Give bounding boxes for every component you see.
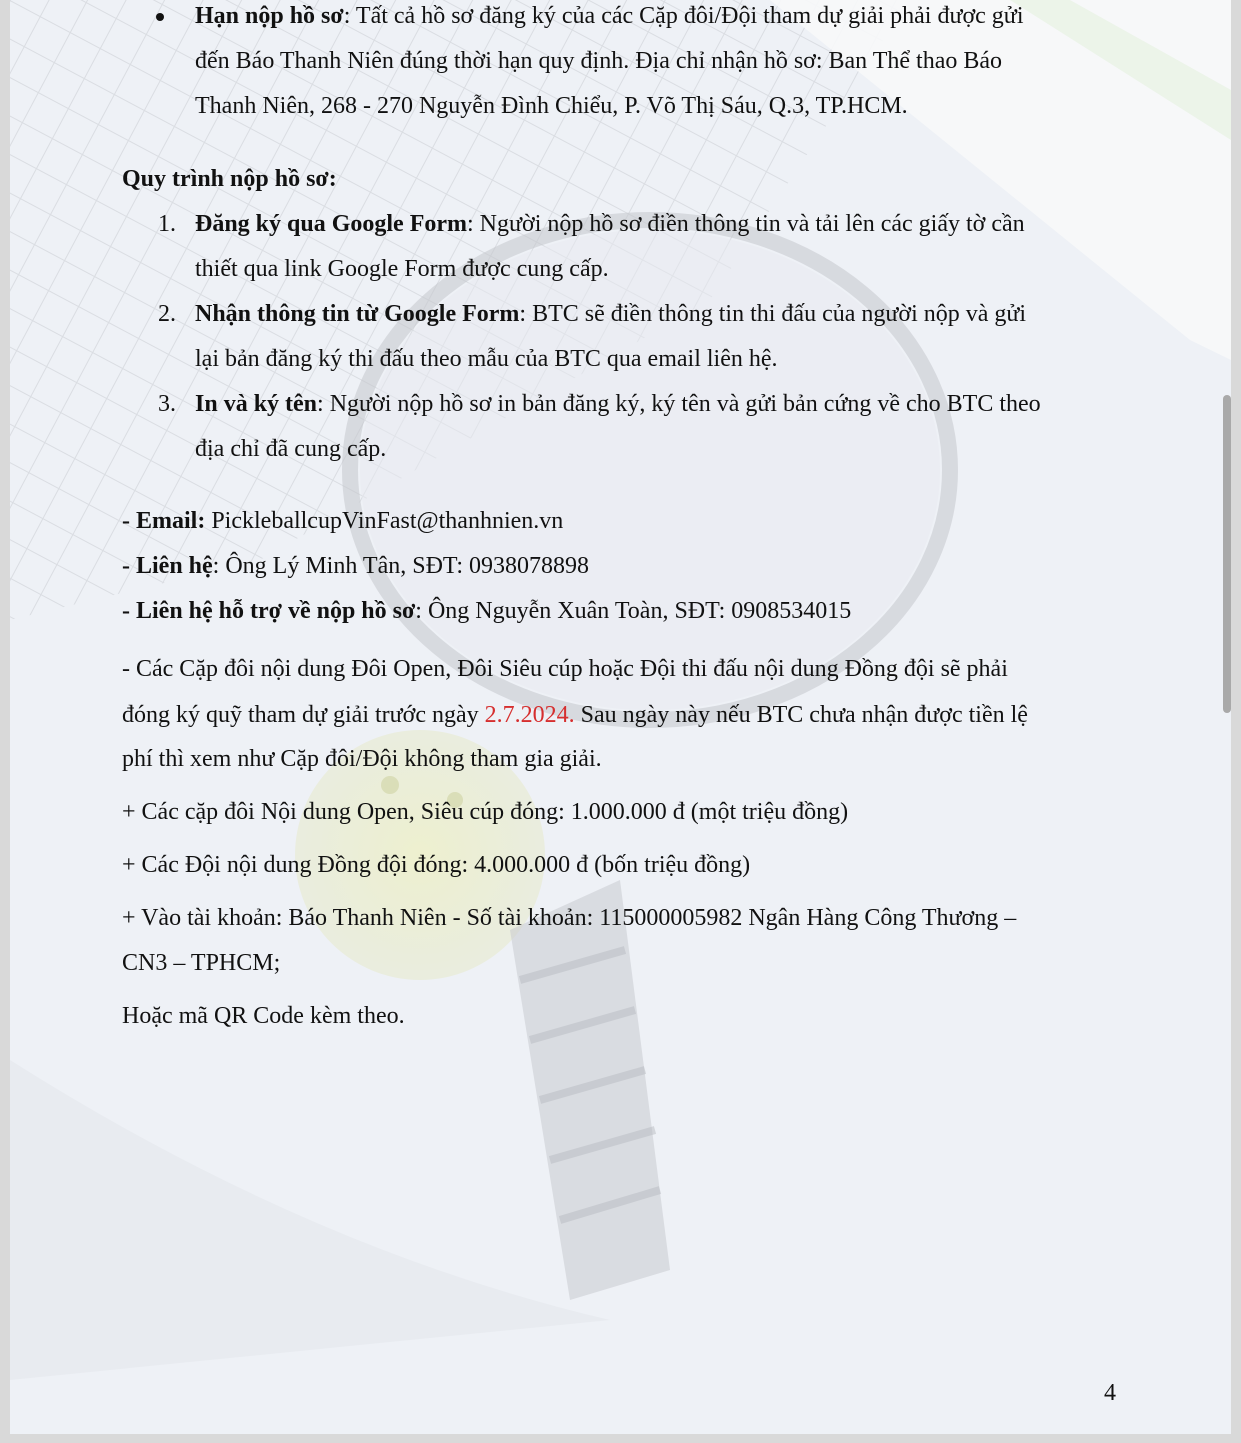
deadline-label: Hạn nộp hồ sơ xyxy=(195,3,344,29)
fee-paragraph-line-3: phí thì xem như Cặp đôi/Đội không tham gia giải. xyxy=(122,746,602,772)
bank-account-line-1: + Vào tài khoản: Báo Thanh Niên - Số tài khoản: 115000005982 Ngân Hàng Công Thương – xyxy=(122,905,1017,931)
step-number-3: 3. xyxy=(158,391,176,417)
bullet-point xyxy=(156,13,164,21)
deadline-line-3: Thanh Niên, 268 - 270 Nguyễn Đình Chiểu, P. Võ Thị Sáu, Q.3, TP.HCM. xyxy=(195,93,908,119)
step-2-label: Nhận thông tin từ Google Form xyxy=(195,301,520,327)
deadline-line-1: Hạn nộp hồ sơ: Tất cả hồ sơ đăng ký của các Cặp đôi/Đội tham dự giải phải được gửi xyxy=(195,3,1024,29)
step-3-line-2: địa chỉ đã cung cấp. xyxy=(195,436,387,462)
contact-label: - Liên hệ xyxy=(122,553,213,579)
document-page xyxy=(10,0,1231,1434)
support-contact-label: - Liên hệ hỗ trợ về nộp hồ sơ xyxy=(122,598,416,624)
document-content xyxy=(10,0,1231,1434)
scrollbar-thumb[interactable] xyxy=(1223,395,1231,713)
support-contact-line: - Liên hệ hỗ trợ về nộp hồ sơ: Ông Nguyễn Xuân Toàn, SĐT: 0908534015 xyxy=(122,598,852,624)
open-fee-line: + Các cặp đôi Nội dung Open, Siêu cúp đóng: 1.000.000 đ (một triệu đồng) xyxy=(122,799,849,825)
bank-account-line-2: CN3 – TPHCM; xyxy=(122,950,281,976)
step-2-line-1: Nhận thông tin từ Google Form: BTC sẽ điền thông tin thi đấu của người nộp và gửi xyxy=(195,301,1027,327)
team-fee-line: + Các Đội nội dung Đồng đội đóng: 4.000.000 đ (bốn triệu đồng) xyxy=(122,852,751,878)
deposit-deadline-date: 2.7.2024. xyxy=(484,702,575,728)
fee-paragraph-line-2: đóng ký quỹ tham dự giải trước ngày 2.7.2024. Sau ngày này nếu BTC chưa nhận được tiền lệ xyxy=(122,702,1028,728)
contact-line: - Liên hệ: Ông Lý Minh Tân, SĐT: 0938078898 xyxy=(122,553,590,579)
email-label: - Email: xyxy=(122,508,206,534)
step-1-line-1: Đăng ký qua Google Form: Người nộp hồ sơ điền thông tin và tải lên các giấy tờ cần xyxy=(195,211,1025,237)
step-number-2: 2. xyxy=(158,301,176,327)
step-number-1: 1. xyxy=(158,211,176,237)
qr-code-note: Hoặc mã QR Code kèm theo. xyxy=(122,1003,405,1029)
email-address[interactable]: PickleballcupVinFast@thanhnien.vn xyxy=(205,508,564,534)
fee-paragraph-line-1: - Các Cặp đôi nội dung Đôi Open, Đôi Siêu cúp hoặc Đội thi đấu nội dung Đồng đội sẽ phải xyxy=(122,656,1008,682)
page-number: 4 xyxy=(1104,1380,1116,1406)
step-3-line-1: In và ký tên: Người nộp hồ sơ in bản đăng ký, ký tên và gửi bản cứng về cho BTC theo xyxy=(195,391,1041,417)
email-line xyxy=(122,506,563,536)
step-3-label: In và ký tên xyxy=(195,391,318,417)
step-1-line-2: thiết qua link Google Form được cung cấp. xyxy=(195,256,609,282)
step-2-line-2: lại bản đăng ký thi đấu theo mẫu của BTC qua email liên hệ. xyxy=(195,346,778,372)
deadline-line-2: đến Báo Thanh Niên đúng thời hạn quy định. Địa chỉ nhận hồ sơ: Ban Thể thao Báo xyxy=(195,48,1003,74)
step-1-label: Đăng ký qua Google Form xyxy=(195,211,468,237)
scrollbar-track[interactable] xyxy=(1221,0,1233,1443)
process-heading: Quy trình nộp hồ sơ: xyxy=(122,166,337,192)
